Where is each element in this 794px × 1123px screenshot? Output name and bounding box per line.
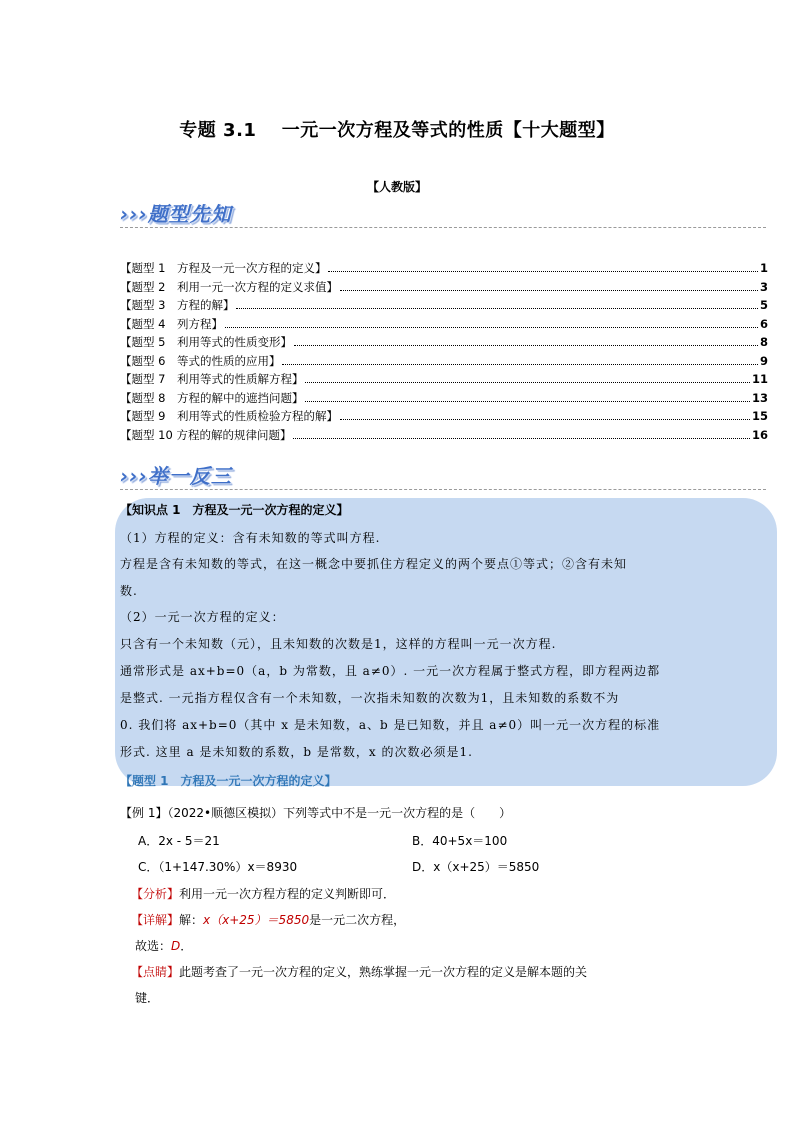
knowledge-line: 形式. 这里 a 是未知数的系数，b 是常数，x 的次数必须是1. [120, 745, 473, 759]
toc-leader [293, 438, 750, 439]
knowledge-line: （1）方程的定义：含有未知数的等式叫方程. [120, 531, 381, 545]
example-stem-line [120, 804, 511, 821]
toc-page: 11 [751, 372, 768, 386]
analysis-tag: 【分析】 [131, 887, 180, 901]
toc-row[interactable] [120, 390, 768, 409]
toc-leader [328, 271, 758, 272]
toc-row[interactable] [120, 427, 768, 446]
knowledge-line: （2）一元一次方程的定义： [120, 610, 285, 624]
comment-text: 此题考查了一元一次方程的定义，熟练掌握一元一次方程的定义是解本题的关 [179, 965, 588, 979]
edition-label: 【人教版】 [366, 180, 427, 194]
toc-label: 【题型 7 利用等式的性质解方程】 [120, 372, 304, 386]
knowledge-line: 只含有一个未知数（元），且未知数的次数是1，这样的方程叫一元一次方程. [120, 637, 557, 651]
toc-page: 16 [751, 427, 768, 442]
comment-tag: 【点睛】 [131, 965, 180, 979]
toc-label: 【题型 1 方程及一元一次方程的定义】 [120, 261, 327, 275]
toc-leader [282, 364, 758, 365]
practice-banner [120, 460, 766, 490]
toc-leader [305, 401, 750, 402]
document-title: 专题 3.1 一元一次方程及等式的性质【十大题型】 [179, 120, 615, 141]
overview-banner [120, 198, 766, 228]
choose-answer: D [171, 939, 181, 953]
detail-expression: x（x+25）＝5850 [203, 913, 310, 927]
toc-label: 【题型 10 方程的解的规律问题】 [120, 427, 292, 442]
banner-divider [120, 227, 766, 228]
toc-row[interactable] [120, 408, 768, 427]
question-type-heading: 【题型 1 方程及一元一次方程的定义】 [120, 774, 337, 788]
table-of-contents [120, 260, 768, 445]
toc-page: 1 [759, 261, 768, 275]
detail-line [131, 911, 405, 928]
toc-row[interactable] [120, 260, 768, 279]
toc-label: 【题型 4 列方程】 [120, 316, 223, 331]
example-tag: 【例 1】 [120, 806, 168, 820]
choose-line [135, 937, 192, 954]
toc-label: 【题型 6 等式的性质的应用】 [120, 353, 281, 368]
choice-c: C．（1+147.30%）x＝8930 [138, 860, 298, 874]
toc-leader [340, 290, 758, 291]
toc-row[interactable] [120, 371, 768, 390]
choice-a: A．2x - 5＝21 [138, 834, 220, 848]
knowledge-line: 数. [120, 584, 138, 598]
toc-row[interactable] [120, 353, 768, 372]
toc-page: 9 [759, 353, 768, 368]
banner-divider [120, 489, 766, 490]
practice-banner-text: ›››举一反三 [120, 464, 232, 488]
knowledge-line: 方程是含有未知数的等式，在这一概念中要抓住方程定义的两个要点①等式；②含有未知 [120, 557, 628, 571]
toc-row[interactable] [120, 316, 768, 335]
overview-banner-text: ›››题型先知 [120, 202, 232, 226]
toc-page: 6 [759, 316, 768, 331]
toc-label: 【题型 3 方程的解】 [120, 298, 235, 312]
choose-prefix: 故选： [135, 939, 172, 953]
choice-b: B．40+5x＝100 [412, 834, 508, 848]
toc-page: 8 [759, 335, 768, 349]
toc-row[interactable] [120, 297, 768, 316]
comment-line [131, 963, 587, 980]
knowledge-point-title: 【知识点 1 方程及一元一次方程的定义】 [120, 503, 349, 517]
choose-suffix: ． [180, 939, 193, 953]
toc-leader [340, 419, 750, 420]
toc-label: 【题型 8 方程的解中的遮挡问题】 [120, 390, 304, 405]
knowledge-line: 0. 我们将 ax+b=0（其中 x 是未知数，a、b 是已知数，并且 a≠0）叫一元一次方程的标准 [120, 718, 661, 732]
toc-label: 【题型 2 利用一元一次方程的定义求值】 [120, 279, 338, 294]
toc-leader [294, 345, 758, 346]
analysis-line [131, 885, 395, 902]
toc-leader [236, 308, 758, 309]
comment-line-2: 键． [135, 991, 160, 1005]
knowledge-line: 是整式. 一元指方程仅含有一个未知数，一次指未知数的次数为1，且未知数的系数不为 [120, 691, 620, 705]
toc-leader [225, 327, 758, 328]
knowledge-line: 通常形式是 ax+b=0（a，b 为常数，且 a≠0）. 一元一次方程属于整式方程，即方程两边都 [120, 664, 661, 678]
detail-suffix: 是一元二次方程， [309, 913, 406, 927]
toc-page: 13 [751, 390, 768, 405]
detail-prefix: 解： [179, 913, 204, 927]
example-stem: （2022•顺德区模拟）下列等式中不是一元一次方程的是（ ） [167, 806, 512, 820]
detail-tag: 【详解】 [131, 913, 180, 927]
toc-page: 3 [759, 279, 768, 294]
toc-label: 【题型 9 利用等式的性质检验方程的解】 [120, 409, 338, 423]
analysis-text: 利用一元一次方程方程的定义判断即可． [179, 887, 396, 901]
toc-label: 【题型 5 利用等式的性质变形】 [120, 335, 292, 349]
toc-page: 5 [759, 298, 768, 312]
toc-page: 15 [751, 409, 768, 423]
choice-d: D．x（x+25）＝5850 [412, 860, 540, 874]
toc-row[interactable] [120, 279, 768, 298]
toc-row[interactable] [120, 334, 768, 353]
toc-leader [305, 382, 750, 383]
